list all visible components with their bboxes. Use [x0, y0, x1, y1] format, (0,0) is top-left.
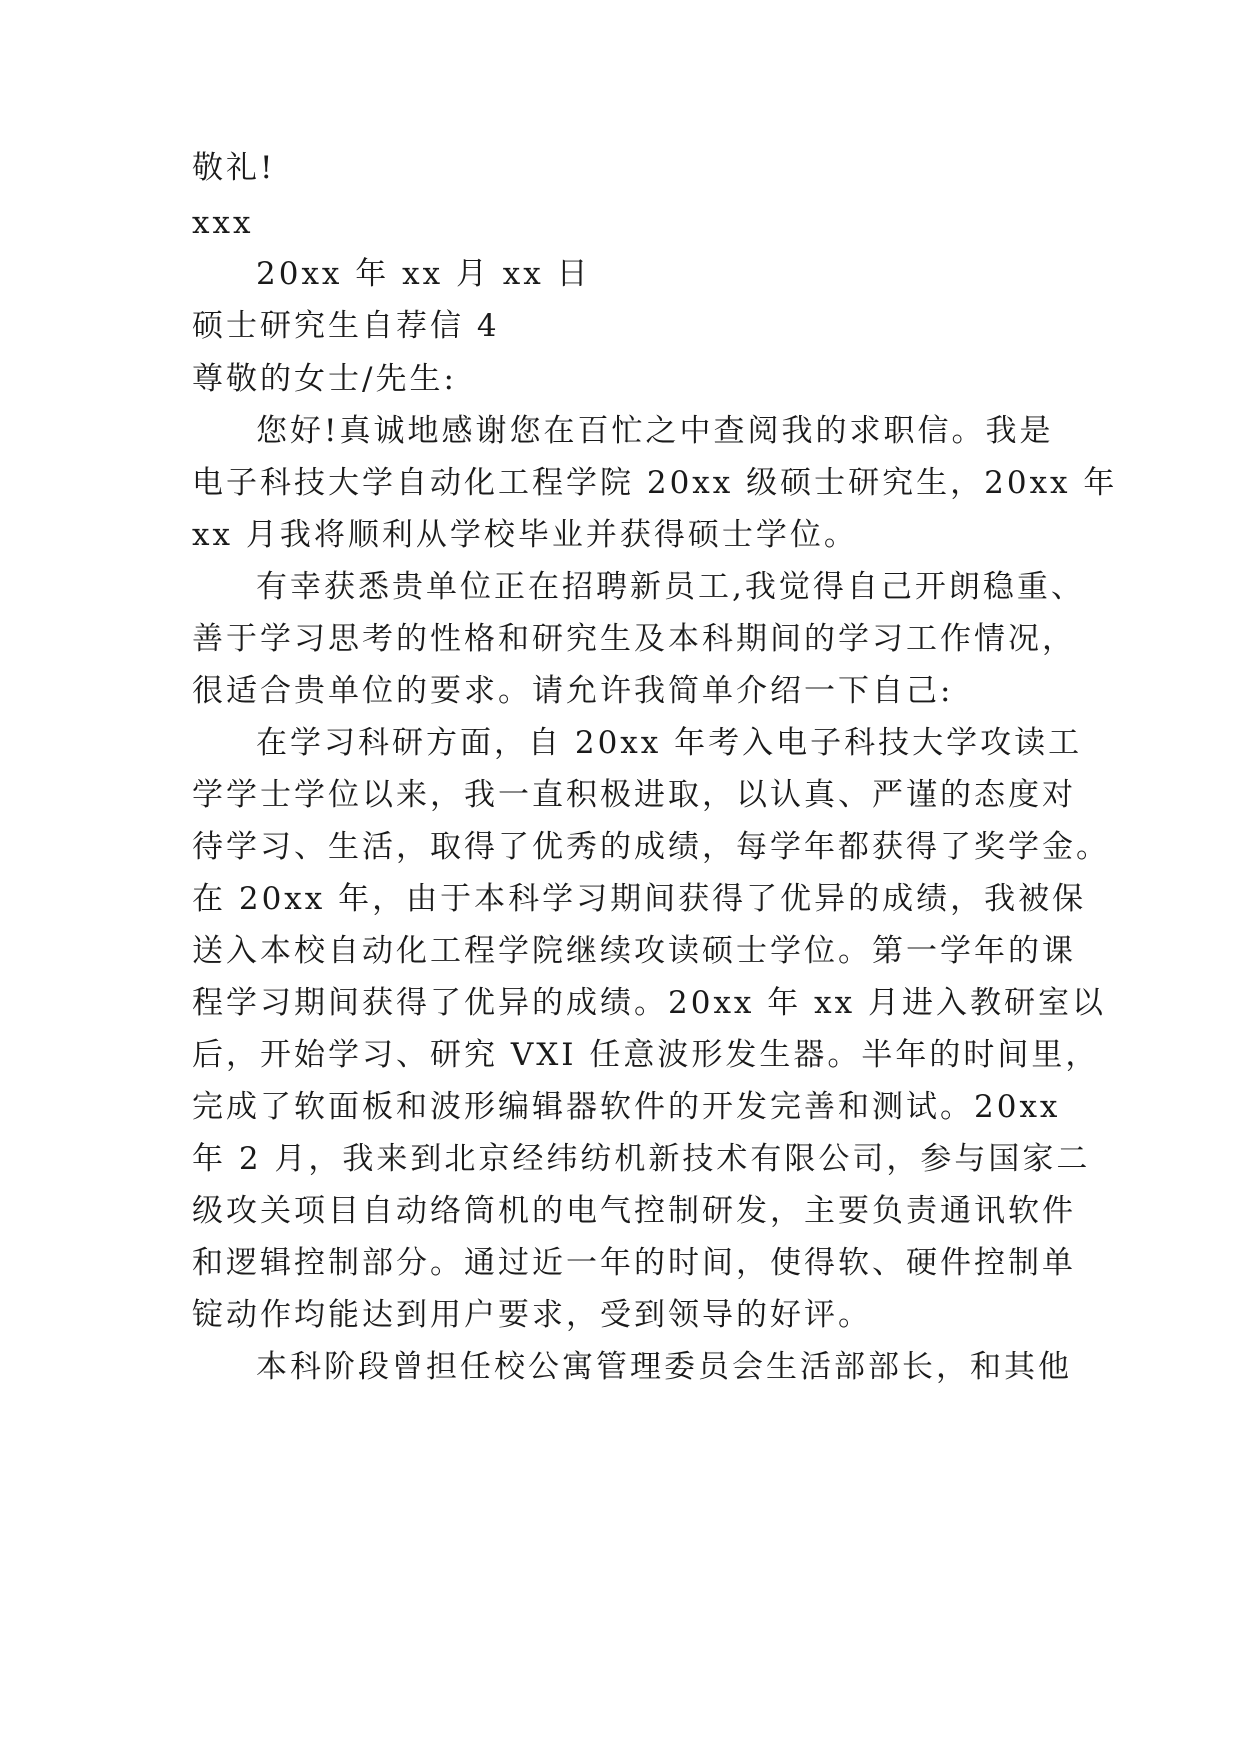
body-line: xx 月我将顺利从学校毕业并获得硕士学位。	[192, 517, 858, 553]
body-line: 在 20xx 年，由于本科学习期间获得了优异的成绩，我被保	[192, 881, 1087, 917]
closing-date: 20xx 年 xx 月 xx 日	[256, 256, 591, 292]
body-line: 您好!真诚地感谢您在百忙之中查阅我的求职信。我是	[256, 413, 1054, 449]
body-line: 电子科技大学自动化工程学院 20xx 级硕士研究生，20xx 年	[192, 465, 1118, 501]
body-line: 程学习期间获得了优异的成绩。20xx 年 xx 月进入教研室以	[192, 985, 1106, 1021]
body-line: 后，开始学习、研究 VXI 任意波形发生器。半年的时间里，	[192, 1037, 1100, 1073]
body-line: 本科阶段曾担任校公寓管理委员会生活部部长，和其他	[256, 1349, 1072, 1385]
body-line: 送入本校自动化工程学院继续攻读硕士学位。第一学年的课	[192, 933, 1076, 969]
body-line: 有幸获悉贵单位正在招聘新员工,我觉得自己开朗稳重、	[256, 569, 1085, 605]
closing-name: xxx	[192, 205, 254, 241]
body-line: 在学习科研方面，自 20xx 年考入电子科技大学攻读工	[256, 725, 1083, 761]
body-line: 善于学习思考的性格和研究生及本科期间的学习工作情况，	[192, 621, 1076, 657]
body-line: 年 2 月，我来到北京经纬纺机新技术有限公司，参与国家二	[192, 1141, 1091, 1177]
body-line: 锭动作均能达到用户要求，受到领导的好评。	[192, 1297, 872, 1333]
body-line: 完成了软面板和波形编辑器软件的开发完善和测试。20xx	[192, 1089, 1061, 1125]
body-line: 级攻关项目自动络筒机的电气控制研发，主要负责通讯软件	[192, 1193, 1076, 1229]
letter-title: 硕士研究生自荐信 4	[192, 308, 500, 344]
body-line: 很适合贵单位的要求。请允许我简单介绍一下自己:	[192, 673, 954, 709]
closing-salute: 敬礼!	[192, 150, 276, 186]
body-line: 学学士学位以来，我一直积极进取，以认真、严谨的态度对	[192, 777, 1076, 813]
body-line: 待学习、生活，取得了优秀的成绩，每学年都获得了奖学金。	[192, 829, 1110, 865]
body-line: 和逻辑控制部分。通过近一年的时间，使得软、硬件控制单	[192, 1245, 1076, 1281]
letter-greeting: 尊敬的女士/先生:	[192, 361, 457, 397]
